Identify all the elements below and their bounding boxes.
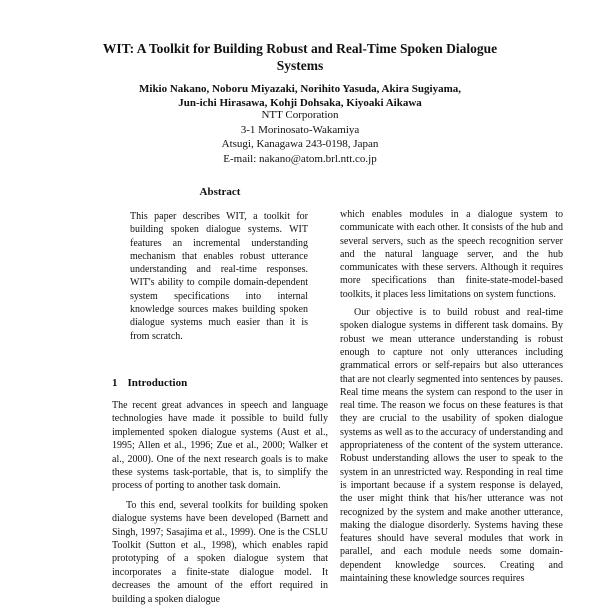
affiliation-org: NTT Corporation (261, 109, 339, 121)
intro-paragraph-2: To this end, several toolkits for building spoken dialogue systems have been developed (Barnett and Singh, 1997; Sasajima et al., 1999). One is the CSLU Toolkit (Sutton et al., 1998), which enables rapid prototyping of a spoken dialogue system that incorporates a finite-state dialogue model. It decreases the amount of the effort required in building a spoken dialogue (112, 499, 328, 605)
author-list (60, 82, 540, 110)
authors-line-1: Mikio Nakano, Noboru Miyazaki, Norihito Yasuda, Akira Sugiyama, (139, 83, 461, 95)
abstract-heading: Abstract (199, 186, 241, 198)
affiliation-email: E-mail: nakano@atom.brl.ntt.co.jp (223, 152, 377, 165)
title-line-1: WIT: A Toolkit for Building Robust and Real-Time Spoken Dialogue (102, 41, 498, 56)
authors-line-2: Jun-ichi Hirasawa, Kohji Dohsaka, Kiyoaki Aikawa (178, 97, 422, 109)
affiliation-address-1: 3-1 Morinosato-Wakamiya (240, 123, 360, 136)
title-line-2: Systems (276, 58, 324, 73)
intro-paragraph-1: The recent great advances in speech and language technologies have made it possible to build fully implemented spoken dialogue systems (Aust et al., 1995; Allen et al., 1996; Zue et al., 2000; Walker et al., 2000). One of the next research goals is to make these systems task-portable, that is, to simplify the process of porting to another task domain. (112, 400, 328, 492)
left-column-body (112, 399, 328, 612)
intro-heading (112, 377, 187, 389)
abstract-text: This paper describes WIT, a toolkit for building spoken dialogue systems. WIT features an incremental understanding mechanism that enables robust utterance understanding and real-time responses. WIT's ability to compile domain-dependent system specifications into internal knowledge sources makes building spoken dialogue systems much easier than it is from scratch. (130, 211, 308, 342)
affiliation-address-2: Atsugi, Kanagawa 243-0198, Japan (221, 138, 379, 150)
affiliation (60, 108, 540, 166)
right-column-body (340, 208, 563, 590)
section-title: Introduction (127, 377, 188, 389)
paper-title (60, 40, 540, 74)
right-paragraph-2: Our objective is to build robust and real-time spoken dialogue systems in different task domains. By robust we mean utterance understanding is robust enough to capture not only utterances including grammatical errors or self-repairs but also utterances that are not clearly segmented into sentences by pauses. Real time means the system can respond to the user in real time. The reason we focus on these features is that they are crucial to the usability of spoken dialogue systems as well as to the accuracy of understanding and appropriateness of the content of the system utterance. Robust understanding allows the user to speak to the system in an unrestricted way. Responding in real time is important because if a system response is delayed, the user might think that his/her utterance was not recognized by the system and make another utterance, making the dialogue disorderly. Systems having these features should have several modules that work in parallel, and each module needs some domain-dependent knowledge sources. Creating and maintaining these knowledge sources requires (340, 307, 563, 585)
right-paragraph-1: which enables modules in a dialogue system to communicate with each other. It consists of the hub and several servers, such as the speech recognition server and the natural language server, and the hub communicates with these servers. Although it requires more specifications than finite-state-model-based toolkits, it places less limitations on system functions. (340, 209, 563, 300)
section-number: 1 (112, 377, 118, 389)
